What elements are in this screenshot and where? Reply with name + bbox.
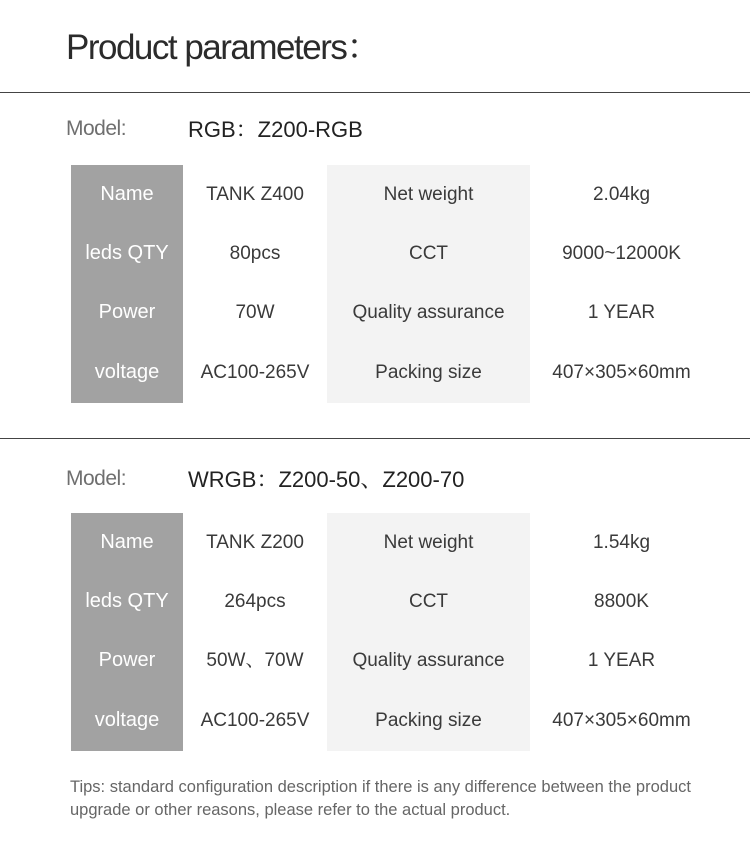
row-value: 80pcs bbox=[229, 243, 281, 264]
row-value: 264pcs bbox=[224, 591, 286, 612]
row-value-secondary: 407×305×60mm bbox=[552, 710, 691, 731]
row-label-secondary: Packing size bbox=[375, 362, 482, 383]
row-value-secondary: 407×305×60mm bbox=[552, 362, 691, 383]
row-value: 50W、70W bbox=[206, 650, 304, 671]
row-label-secondary: CCT bbox=[408, 243, 449, 264]
row-label: Name bbox=[100, 531, 154, 553]
divider-top bbox=[0, 92, 750, 93]
row-value-secondary: 1 YEAR bbox=[587, 302, 656, 323]
table-row bbox=[71, 283, 713, 342]
row-label: Power bbox=[98, 301, 156, 323]
row-value: TANK Z200 bbox=[206, 532, 304, 553]
row-label: voltage bbox=[94, 709, 160, 731]
row-label-secondary: Quality assurance bbox=[352, 650, 505, 671]
table-row bbox=[71, 631, 713, 690]
table-row bbox=[71, 513, 713, 572]
row-label-secondary: Net weight bbox=[383, 532, 474, 553]
row-label: Power bbox=[98, 649, 156, 671]
spec-table bbox=[71, 513, 713, 751]
row-label: leds QTY bbox=[85, 242, 169, 264]
model-label: Model: bbox=[66, 117, 127, 140]
row-value-secondary: 8800K bbox=[594, 591, 649, 612]
table-row bbox=[71, 572, 713, 631]
table-row bbox=[71, 224, 713, 283]
row-label-secondary: Quality assurance bbox=[352, 302, 505, 323]
row-label: Name bbox=[100, 183, 154, 205]
table-row bbox=[71, 343, 713, 402]
row-label-secondary: CCT bbox=[408, 591, 449, 612]
row-value: TANK Z400 bbox=[206, 184, 304, 205]
row-value: 70W bbox=[235, 302, 275, 323]
row-label-secondary: Net weight bbox=[383, 184, 474, 205]
model-value: WRGB：Z200-50、Z200-70 bbox=[188, 467, 465, 492]
row-value: AC100-265V bbox=[200, 362, 310, 383]
page-title: Product parameters： bbox=[66, 28, 380, 67]
row-value: AC100-265V bbox=[200, 710, 310, 731]
row-label: leds QTY bbox=[85, 590, 169, 612]
row-value-secondary: 9000~12000K bbox=[562, 243, 681, 264]
model-label: Model: bbox=[66, 467, 127, 490]
row-label-secondary: Packing size bbox=[375, 710, 482, 731]
table-row bbox=[71, 691, 713, 750]
row-value-secondary: 1.54kg bbox=[592, 532, 651, 553]
row-value-secondary: 1 YEAR bbox=[587, 650, 656, 671]
table-row bbox=[71, 165, 713, 224]
divider-middle bbox=[0, 438, 750, 439]
spec-table bbox=[71, 165, 713, 403]
tips-note: Tips: standard configuration description if there is any difference between the product upgrade or other reasons, please refer to the actual product. bbox=[70, 778, 691, 819]
row-value-secondary: 2.04kg bbox=[592, 184, 651, 205]
model-value: RGB：Z200-RGB bbox=[188, 117, 363, 142]
row-label: voltage bbox=[94, 361, 160, 383]
